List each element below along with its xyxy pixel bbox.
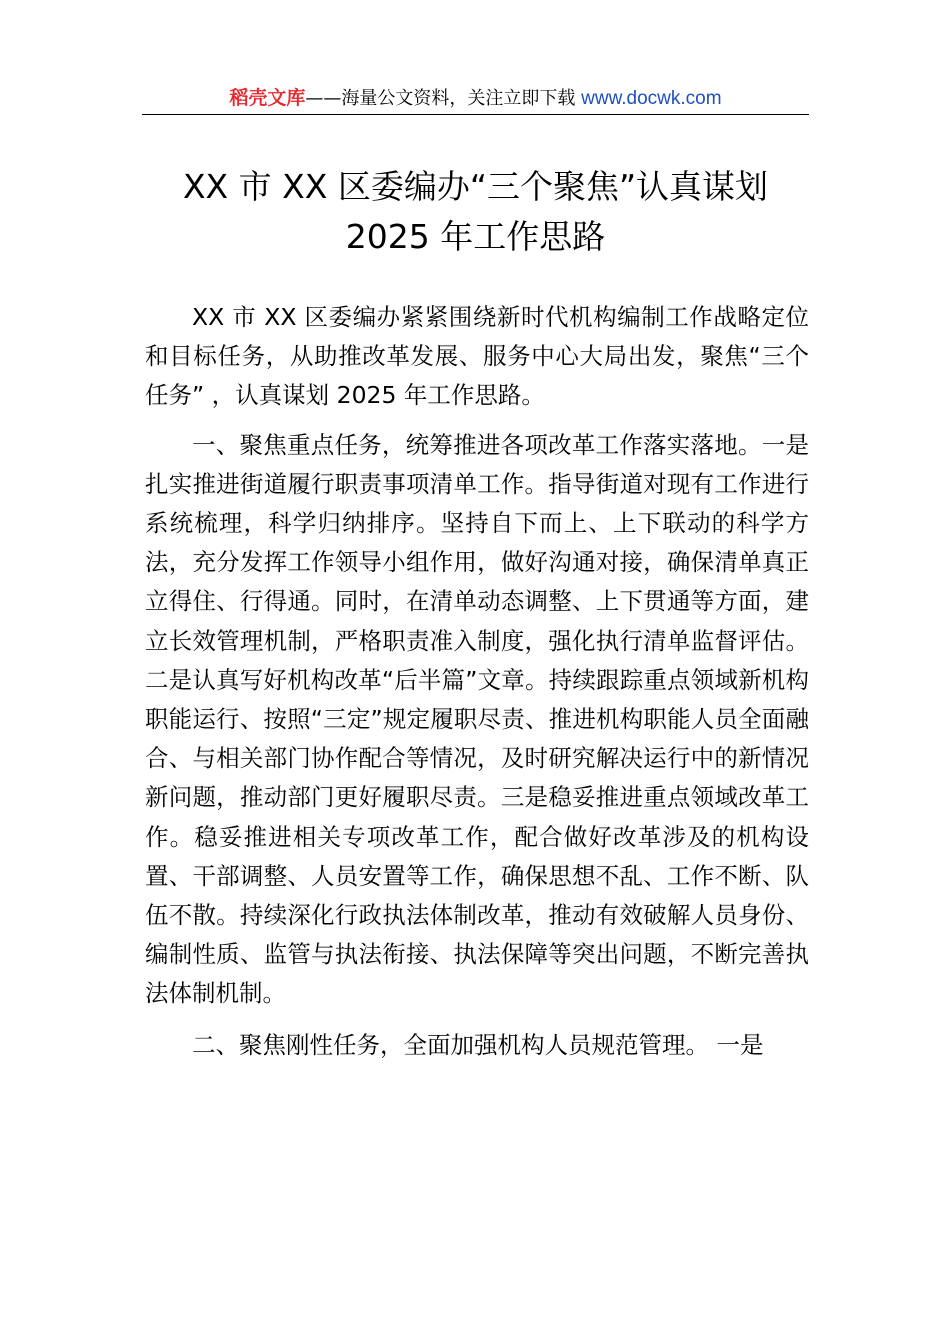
- document-body: [145, 298, 809, 1065]
- site-url[interactable]: www.docwk.com: [581, 88, 722, 109]
- paragraph-section-2: 二、聚焦刚性任务，全面加强机构人员规范管理。 一是: [192, 1030, 764, 1059]
- document-title: [142, 162, 809, 262]
- title-line-1: XX 市 XX 区委编办“三个聚焦”认真谋划: [182, 167, 769, 206]
- header-divider: [142, 114, 809, 115]
- paragraph-intro: XX 市 XX 区委编办紧紧围绕新时代机构编制工作战略定位和目标任务，从助推改革发展、服务中心大局出发，聚焦“三个任务” ，认真谋划 2025 年工作思路。: [145, 303, 809, 410]
- brand-name: 稻壳文库: [229, 87, 306, 109]
- header-slogan: ——海量公文资料，关注立即下载: [305, 88, 576, 109]
- page-header: [142, 84, 809, 112]
- paragraph-section-1: 一、聚焦重点任务，统筹推进各项改革工作落实落地。一是扎实推进街道履行职责事项清单工作。指导街道对现有工作进行系统梳理，科学归纳排序。坚持自下而上、上下联动的科学方法，充分发挥工作领导小组作用，做好沟通对接，确保清单真正立得住、行得通。同时，在清单动态调整、上下贯通等方面，建立长效管理机制，严格职责准入制度，强化执行清单监督评估。二是认真写好机构改革“后半篇”文章。持续跟踪重点领域新机构职能运行、按照“三定”规定履职尽责、推进机构职能人员全面融合、与相关部门协作配合等情况，及时研究解决运行中的新情况新问题，推动部门更好履职尽责。三是稳妥推进重点领域改革工作。稳妥推进相关专项改革工作，配合做好改革涉及的机构设置、干部调整、人员安置等工作，确保思想不乱、工作不断、队伍不散。持续深化行政执法体制改革，推动有效破解人员身份、编制性质、监管与执法衔接、执法保障等突出问题，不断完善执法体制机制。: [145, 430, 809, 1008]
- title-line-2: 2025 年工作思路: [345, 217, 606, 256]
